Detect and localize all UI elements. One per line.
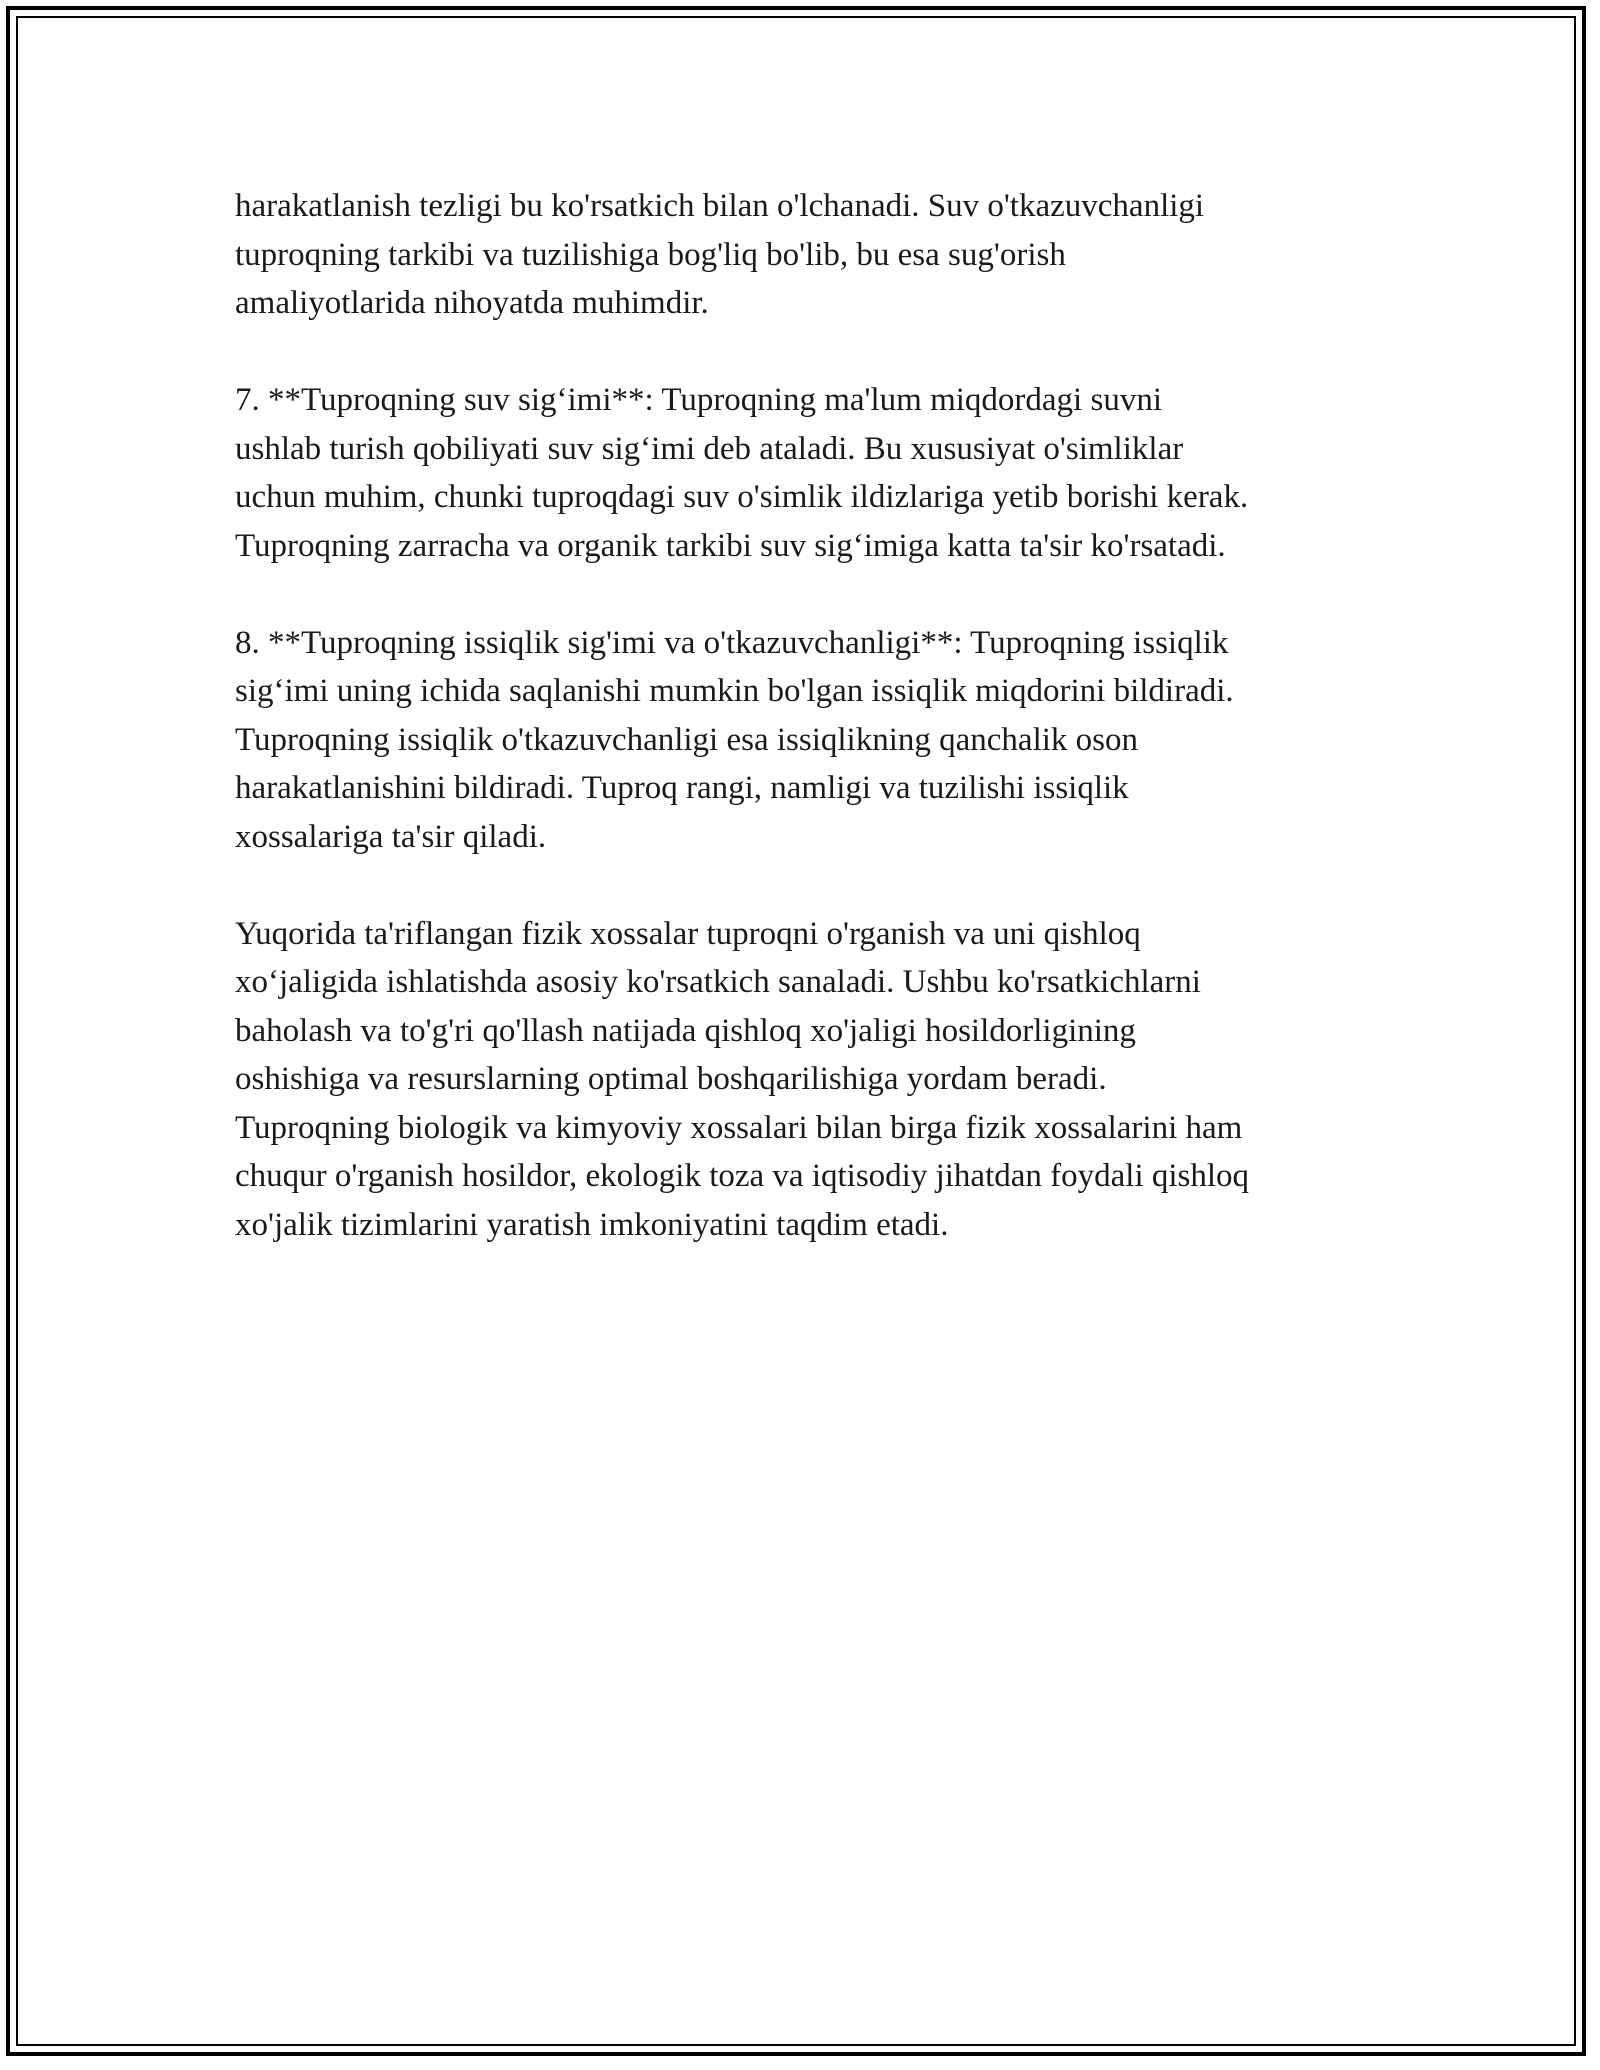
document-body xyxy=(235,182,1385,1298)
text-line: xo‘jaligida ishlatishda asosiy ko'rsatkich sanaladi. Ushbu ko'rsatkichlarni xyxy=(235,964,1201,1000)
text-line: Tuproqning zarracha va organik tarkibi suv sig‘imiga katta ta'sir ko'rsatadi. xyxy=(235,527,1226,564)
text-line: chuqur o'rganish hosildor, ekologik toza va iqtisodiy jihatdan foydali qishloq xyxy=(235,1158,1250,1194)
text-line: 7. **Tuproqning suv sig‘imi**: Tuproqning ma'lum miqdordagi suvni xyxy=(235,382,1162,418)
paragraph-soil-permeability-end xyxy=(235,182,1385,328)
paragraph-item-7-water-capacity xyxy=(235,376,1385,570)
paragraph-conclusion xyxy=(235,910,1385,1250)
text-line: ushlab turish qobiliyati suv sig‘imi deb ataladi. Bu xususiyat o'simliklar xyxy=(235,430,1184,467)
text-line: Tuproqning biologik va kimyoviy xossalari bilan birga fizik xossalarini ham xyxy=(235,1109,1243,1146)
text-line: sig‘imi uning ichida saqlanishi mumkin bo'lgan issiqlik miqdorini bildiradi. xyxy=(235,673,1234,709)
text-line: uchun muhim, chunki tuproqdagi suv o'simlik ildizlariga yetib borishi kerak. xyxy=(235,479,1249,515)
text-line: 8. **Tuproqning issiqlik sig'imi va o'tkazuvchanligi**: Tuproqning issiqlik xyxy=(235,624,1229,661)
text-line: Yuqorida ta'riflangan fizik xossalar tuproqni o'rganish va uni qishloq xyxy=(235,915,1141,952)
text-line: xo'jalik tizimlarini yaratish imkoniyatini taqdim etadi. xyxy=(235,1206,949,1243)
text-line: baholash va to'g'ri qo'llash natijada qishloq xo'jaligi hosildorligining xyxy=(235,1012,1136,1049)
text-line: tuproqning tarkibi va tuzilishiga bog'liq bo'lib, bu esa sug'orish xyxy=(235,236,1066,273)
paragraph-item-8-heat-capacity xyxy=(235,619,1385,862)
text-line: Tuproqning issiqlik o'tkazuvchanligi esa issiqlikning qanchalik oson xyxy=(235,721,1139,758)
text-line: amaliyotlarida nihoyatda muhimdir. xyxy=(235,285,709,321)
text-line: xossalariga ta'sir qiladi. xyxy=(235,818,547,855)
text-line: oshishiga va resurslarning optimal boshqarilishiga yordam beradi. xyxy=(235,1061,1107,1097)
text-line: harakatlanish tezligi bu ko'rsatkich bilan o'lchanadi. Suv o'tkazuvchanligi xyxy=(235,188,1205,224)
text-line: harakatlanishini bildiradi. Tuproq rangi, namligi va tuzilishi issiqlik xyxy=(235,770,1129,806)
